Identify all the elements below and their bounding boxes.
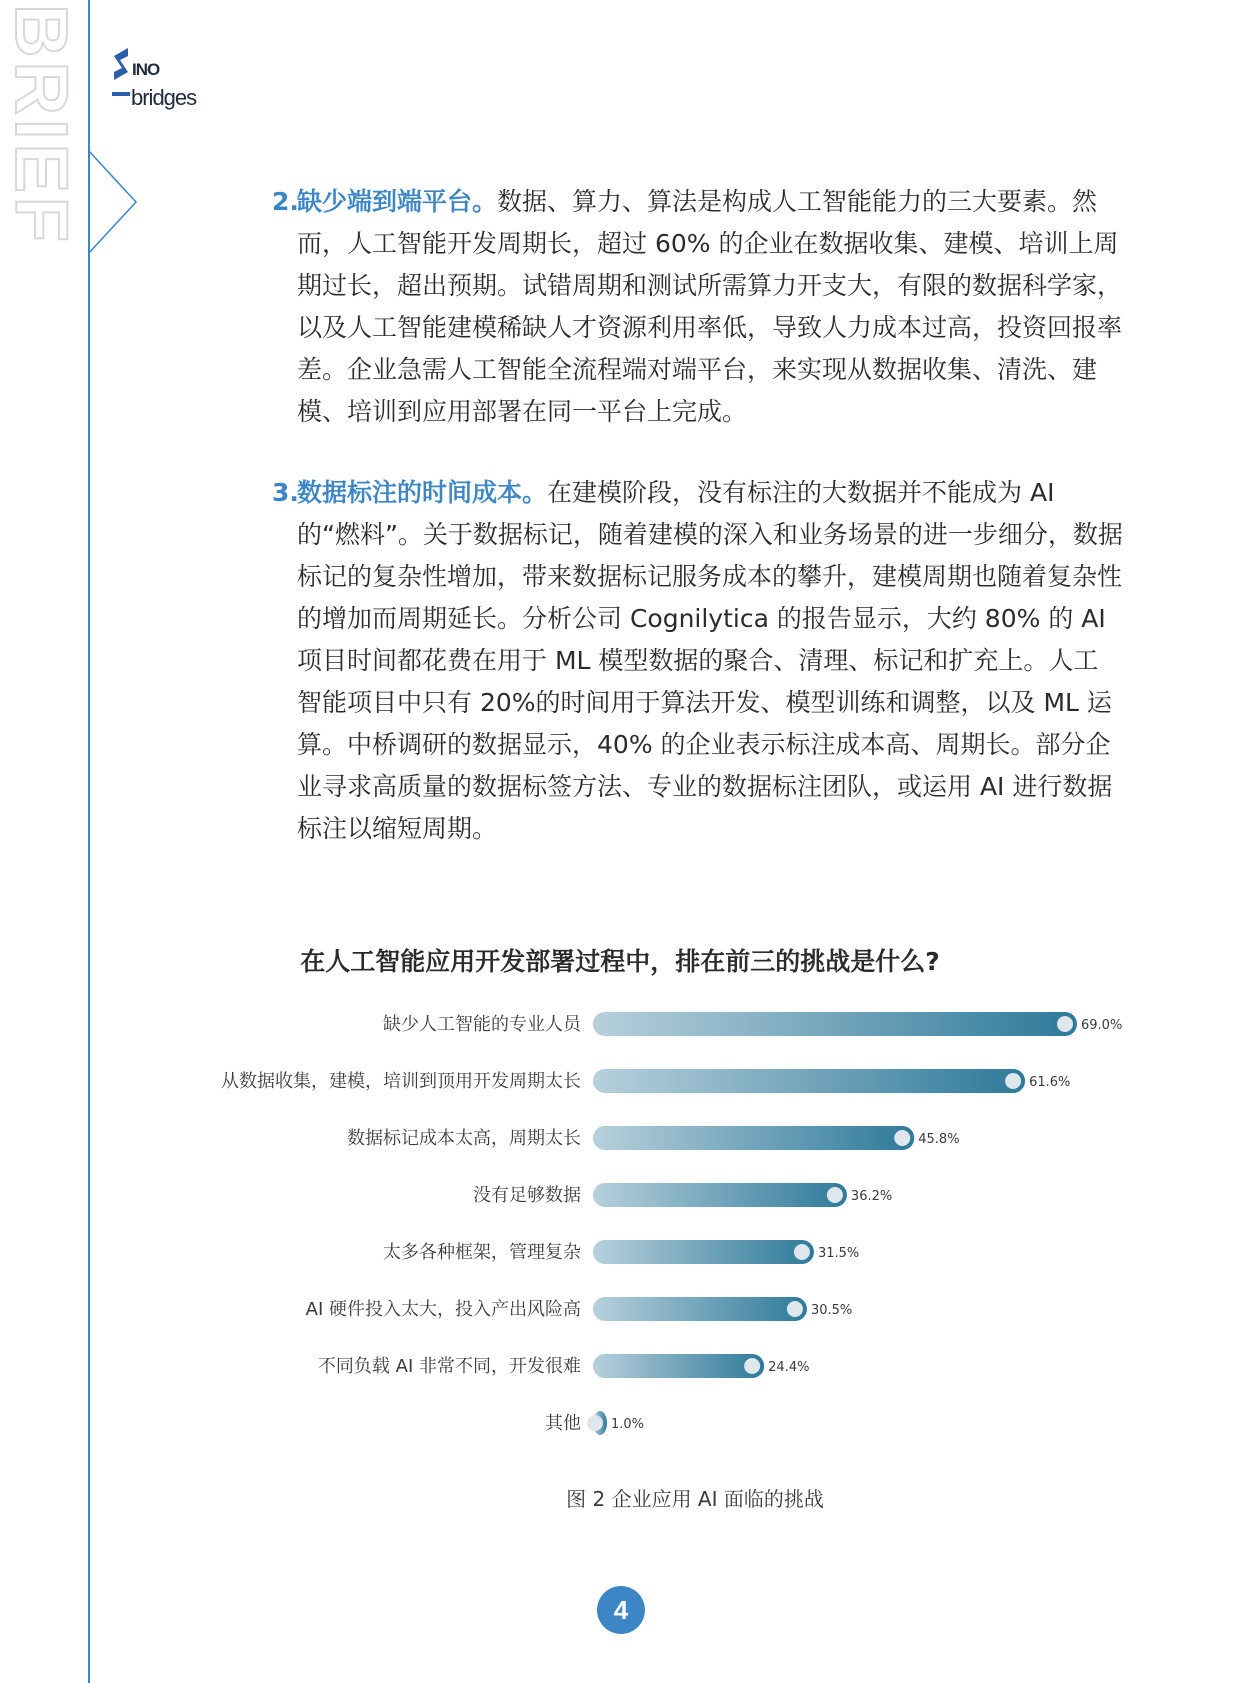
bar-end-dot: [794, 1244, 810, 1260]
bar: [593, 1354, 764, 1378]
value-label: 1.0%: [611, 1417, 645, 1432]
figure-caption: 图 2 企业应用 AI 面临的挑战: [566, 1487, 824, 1511]
section-2: [272, 181, 1123, 433]
bar: [593, 1183, 847, 1207]
bar-end-dot: [587, 1415, 603, 1431]
sinobridges-logo: [110, 48, 200, 118]
value-label: 31.5%: [817, 1246, 860, 1261]
bar: [593, 1297, 807, 1321]
value-label: 36.2%: [850, 1189, 893, 1204]
category-label: AI 硬件投入太大，投入产出风险高: [305, 1299, 581, 1320]
bar-end-dot: [787, 1301, 803, 1317]
category-label: 数据标记成本太高，周期太长: [347, 1128, 581, 1149]
value-label: 69.0%: [1081, 1018, 1123, 1033]
bar-end-dot: [1057, 1016, 1073, 1032]
bar: [593, 1069, 1025, 1093]
category-label: 缺少人工智能的专业人员: [383, 1014, 581, 1035]
bar: [593, 1240, 814, 1264]
section-number: 3.: [272, 478, 299, 507]
bar-end-dot: [744, 1358, 760, 1374]
bar-end-dot: [827, 1187, 843, 1203]
section-3: [272, 472, 1123, 850]
bar-end-dot: [1005, 1073, 1021, 1089]
value-label: 24.4%: [768, 1360, 810, 1375]
chevron-decoration: [88, 150, 138, 260]
bar-chart: [0, 1000, 1240, 1460]
section-heading: 缺少端到端平台。: [297, 187, 498, 216]
category-label: 太多各种框架，管理复杂: [383, 1242, 581, 1263]
value-label: 45.8%: [918, 1132, 960, 1147]
category-label: 从数据收集，建模，培训到顶用开发周期太长: [221, 1071, 581, 1092]
section-body: 数据、算力、算法是构成人工智能能力的三大要素。然而，人工智能开发周期长，超过 60% 的企业在数据收集、建模、培训上周期过长，超出预期。试错周期和测试所需算力开支大，有限的数据科学家，以及人工智能建模稀缺人才资源利用率低，导致人力成本过高，投资回报率差。企业急需人工智能全流程端对端平台，来实现从数据收集、清洗、建模、培训到应用部署在同一平台上完成。: [297, 187, 1123, 426]
value-label: 61.6%: [1029, 1075, 1071, 1090]
category-label: 不同负载 AI 非常不同，开发很难: [317, 1356, 581, 1377]
section-body: 在建模阶段，没有标注的大数据并不能成为 AI 的“燃料”。关于数据标记，随着建模的深入和业务场景的进一步细分，数据标记的复杂性增加，带来数据标记服务成本的攀升，建模周期也随着复杂性的增加而周期延长。分析公司 Cognilytica 的报告显示，大约 80% 的 AI 项目时间都花费在用于 ML 模型数据的聚合、清理、标记和扩充上。人工智能项目中只有 20%的时间用于算法开发、模型训练和调整，以及 ML 运算。中桥调研的数据显示，40% 的企业表示标注成本高、周期长。部分企业寻求高质量的数据标签方法、专业的数据标注团队，或运用 AI 进行数据标注以缩短周期。: [297, 478, 1123, 843]
brief-watermark: BRIEF: [0, 4, 83, 246]
value-label: 30.5%: [810, 1303, 853, 1318]
bar-end-dot: [894, 1130, 910, 1146]
logo-s-mark: [110, 48, 132, 108]
page-number: 4: [597, 1586, 645, 1634]
bar: [593, 1126, 914, 1150]
section-number: 2.: [272, 187, 299, 216]
chart-title: 在人工智能应用开发部署过程中，排在前三的挑战是什么?: [300, 947, 940, 976]
section-heading: 数据标注的时间成本。: [297, 478, 548, 507]
logo-text-ino: INO: [132, 60, 160, 79]
category-label: 其他: [545, 1413, 581, 1434]
bar: [593, 1012, 1077, 1036]
logo-text-bridges: bridges: [131, 85, 197, 110]
category-label: 没有足够数据: [473, 1185, 581, 1206]
